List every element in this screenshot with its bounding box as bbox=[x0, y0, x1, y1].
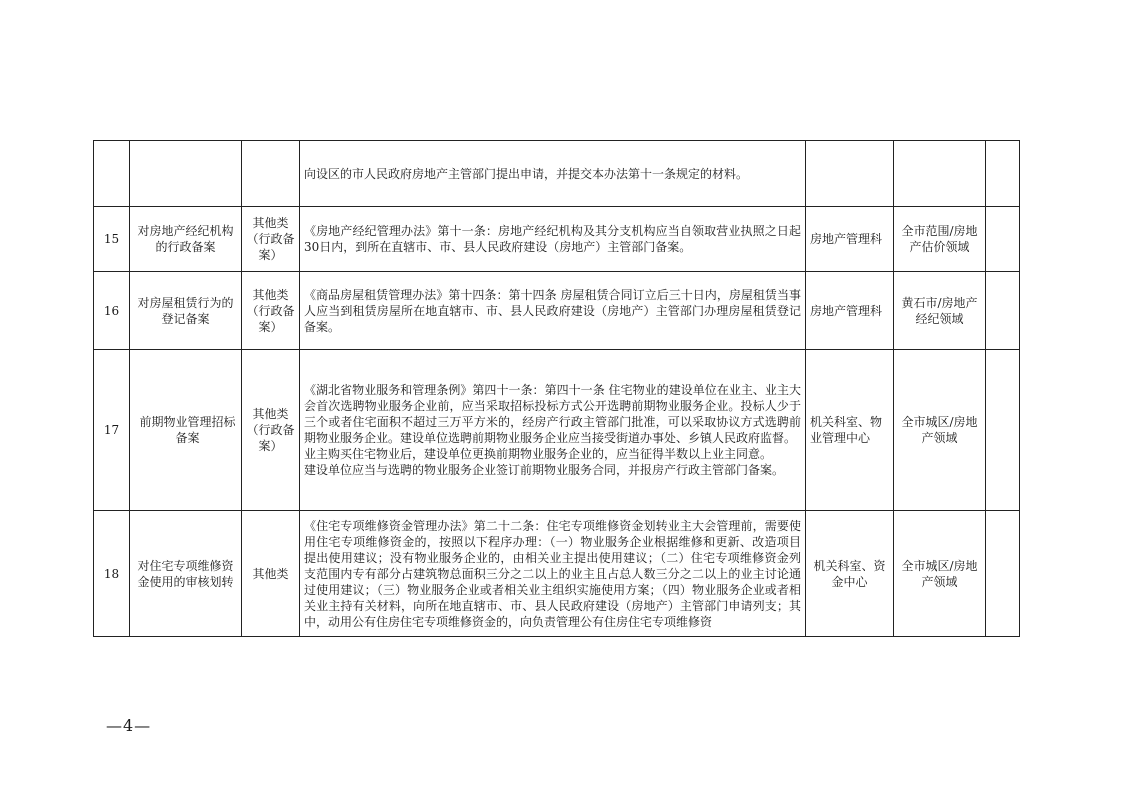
table-row bbox=[94, 207, 1020, 272]
scope: 黄石市/房地产经纪领域 bbox=[894, 272, 986, 350]
row-number: 16 bbox=[94, 272, 130, 350]
responsible-dept: 机关科室、物业管理中心 bbox=[806, 350, 894, 511]
remarks-cell bbox=[986, 511, 1020, 637]
matters-table bbox=[93, 140, 1020, 637]
responsible-dept: 机关科室、资金中心 bbox=[806, 511, 894, 637]
matter-name: 对房地产经纪机构的行政备案 bbox=[130, 207, 242, 272]
responsible-dept bbox=[806, 141, 894, 207]
legal-basis-paragraph: 《湖北省物业服务和管理条例》第四十一条：第四十一条 住宅物业的建设单位在业主、业主大会首次选聘物业服务企业前，应当采取招标投标方式公开选聘前期物业服务企业。投标人少于三个或者住宅面积不超过三万平方米的，经房产行政主管部门批准，可以采取协议方式选聘前期物业服务企业。建设单位选聘前期物业服务企业应当接受街道办事处、乡镇人民政府监督。 bbox=[304, 383, 801, 445]
legal-basis bbox=[300, 207, 806, 272]
row-number: 18 bbox=[94, 511, 130, 637]
matter-name: 对住宅专项维修资金使用的审核划转 bbox=[130, 511, 242, 637]
matter-name: 前期物业管理招标备案 bbox=[130, 350, 242, 511]
legal-basis-paragraph: 《住宅专项维修资金管理办法》第二十二条：住宅专项维修资金划转业主大会管理前，需要使用住宅专项维修资金的，按照以下程序办理：（一）物业服务企业根据维修和更新、改造项目提出使用建议；没有物业服务企业的，由相关业主提出使用建议；（二）住宅专项维修资金列支范围内专有部分占建筑物总面积三分之二以上的业主且占总人数三分之二以上的业主讨论通过使用建议；（三）物业服务企业或者相关业主组织实施使用方案；（四）物业服务企业或者相关业主持有关材料，向所在地直辖市、市、县人民政府建设（房地产）主管部门申请列支；其中，动用公有住房住宅专项维修资金的，向负责管理公有住房住宅专项维修资 bbox=[304, 518, 801, 629]
legal-basis-paragraph: 《房地产经纪管理办法》第十一条：房地产经纪机构及其分支机构应当自领取营业执照之日起30日内，到所在直辖市、市、县人民政府建设（房地产）主管部门备案。 bbox=[304, 224, 801, 254]
responsible-dept: 房地产管理科 bbox=[806, 207, 894, 272]
table-row bbox=[94, 272, 1020, 350]
matter-category: 其他类（行政备案） bbox=[242, 207, 300, 272]
row-number bbox=[94, 141, 130, 207]
page-number: —4— bbox=[106, 716, 152, 735]
legal-basis bbox=[300, 350, 806, 511]
matter-category: 其他类 bbox=[242, 511, 300, 637]
responsible-dept: 房地产管理科 bbox=[806, 272, 894, 350]
remarks-cell bbox=[986, 207, 1020, 272]
legal-basis-paragraph: 建设单位应当与选聘的物业服务企业签订前期物业服务合同，并报房产行政主管部门备案。 bbox=[304, 463, 785, 477]
remarks-cell bbox=[986, 141, 1020, 207]
row-number: 17 bbox=[94, 350, 130, 511]
row-number: 15 bbox=[94, 207, 130, 272]
matter-category bbox=[242, 141, 300, 207]
legal-basis bbox=[300, 141, 806, 207]
scope: 全市城区/房地产领域 bbox=[894, 511, 986, 637]
matter-category: 其他类（行政备案） bbox=[242, 272, 300, 350]
matter-name bbox=[130, 141, 242, 207]
matter-name: 对房屋租赁行为的登记备案 bbox=[130, 272, 242, 350]
table-row bbox=[94, 511, 1020, 637]
legal-basis-paragraph: 向设区的市人民政府房地产主管部门提出申请，并提交本办法第十一条规定的材料。 bbox=[304, 166, 749, 181]
legal-basis-paragraph: 业主购买住宅物业后，建设单位更换前期物业服务企业的，应当征得半数以上业主同意。 bbox=[304, 447, 773, 461]
table-row bbox=[94, 350, 1020, 511]
scope: 全市范围/房地产估价领域 bbox=[894, 207, 986, 272]
remarks-cell bbox=[986, 350, 1020, 511]
remarks-cell bbox=[986, 272, 1020, 350]
matter-category: 其他类（行政备案） bbox=[242, 350, 300, 511]
scope bbox=[894, 141, 986, 207]
scope: 全市城区/房地产领域 bbox=[894, 350, 986, 511]
table-row bbox=[94, 141, 1020, 207]
legal-basis bbox=[300, 272, 806, 350]
legal-basis bbox=[300, 511, 806, 637]
legal-basis-paragraph: 《商品房屋租赁管理办法》第十四条：第十四条 房屋租赁合同订立后三十日内，房屋租赁当事人应当到租赁房屋所在地直辖市、市、县人民政府建设（房地产）主管部门办理房屋租赁登记备案。 bbox=[304, 287, 801, 334]
